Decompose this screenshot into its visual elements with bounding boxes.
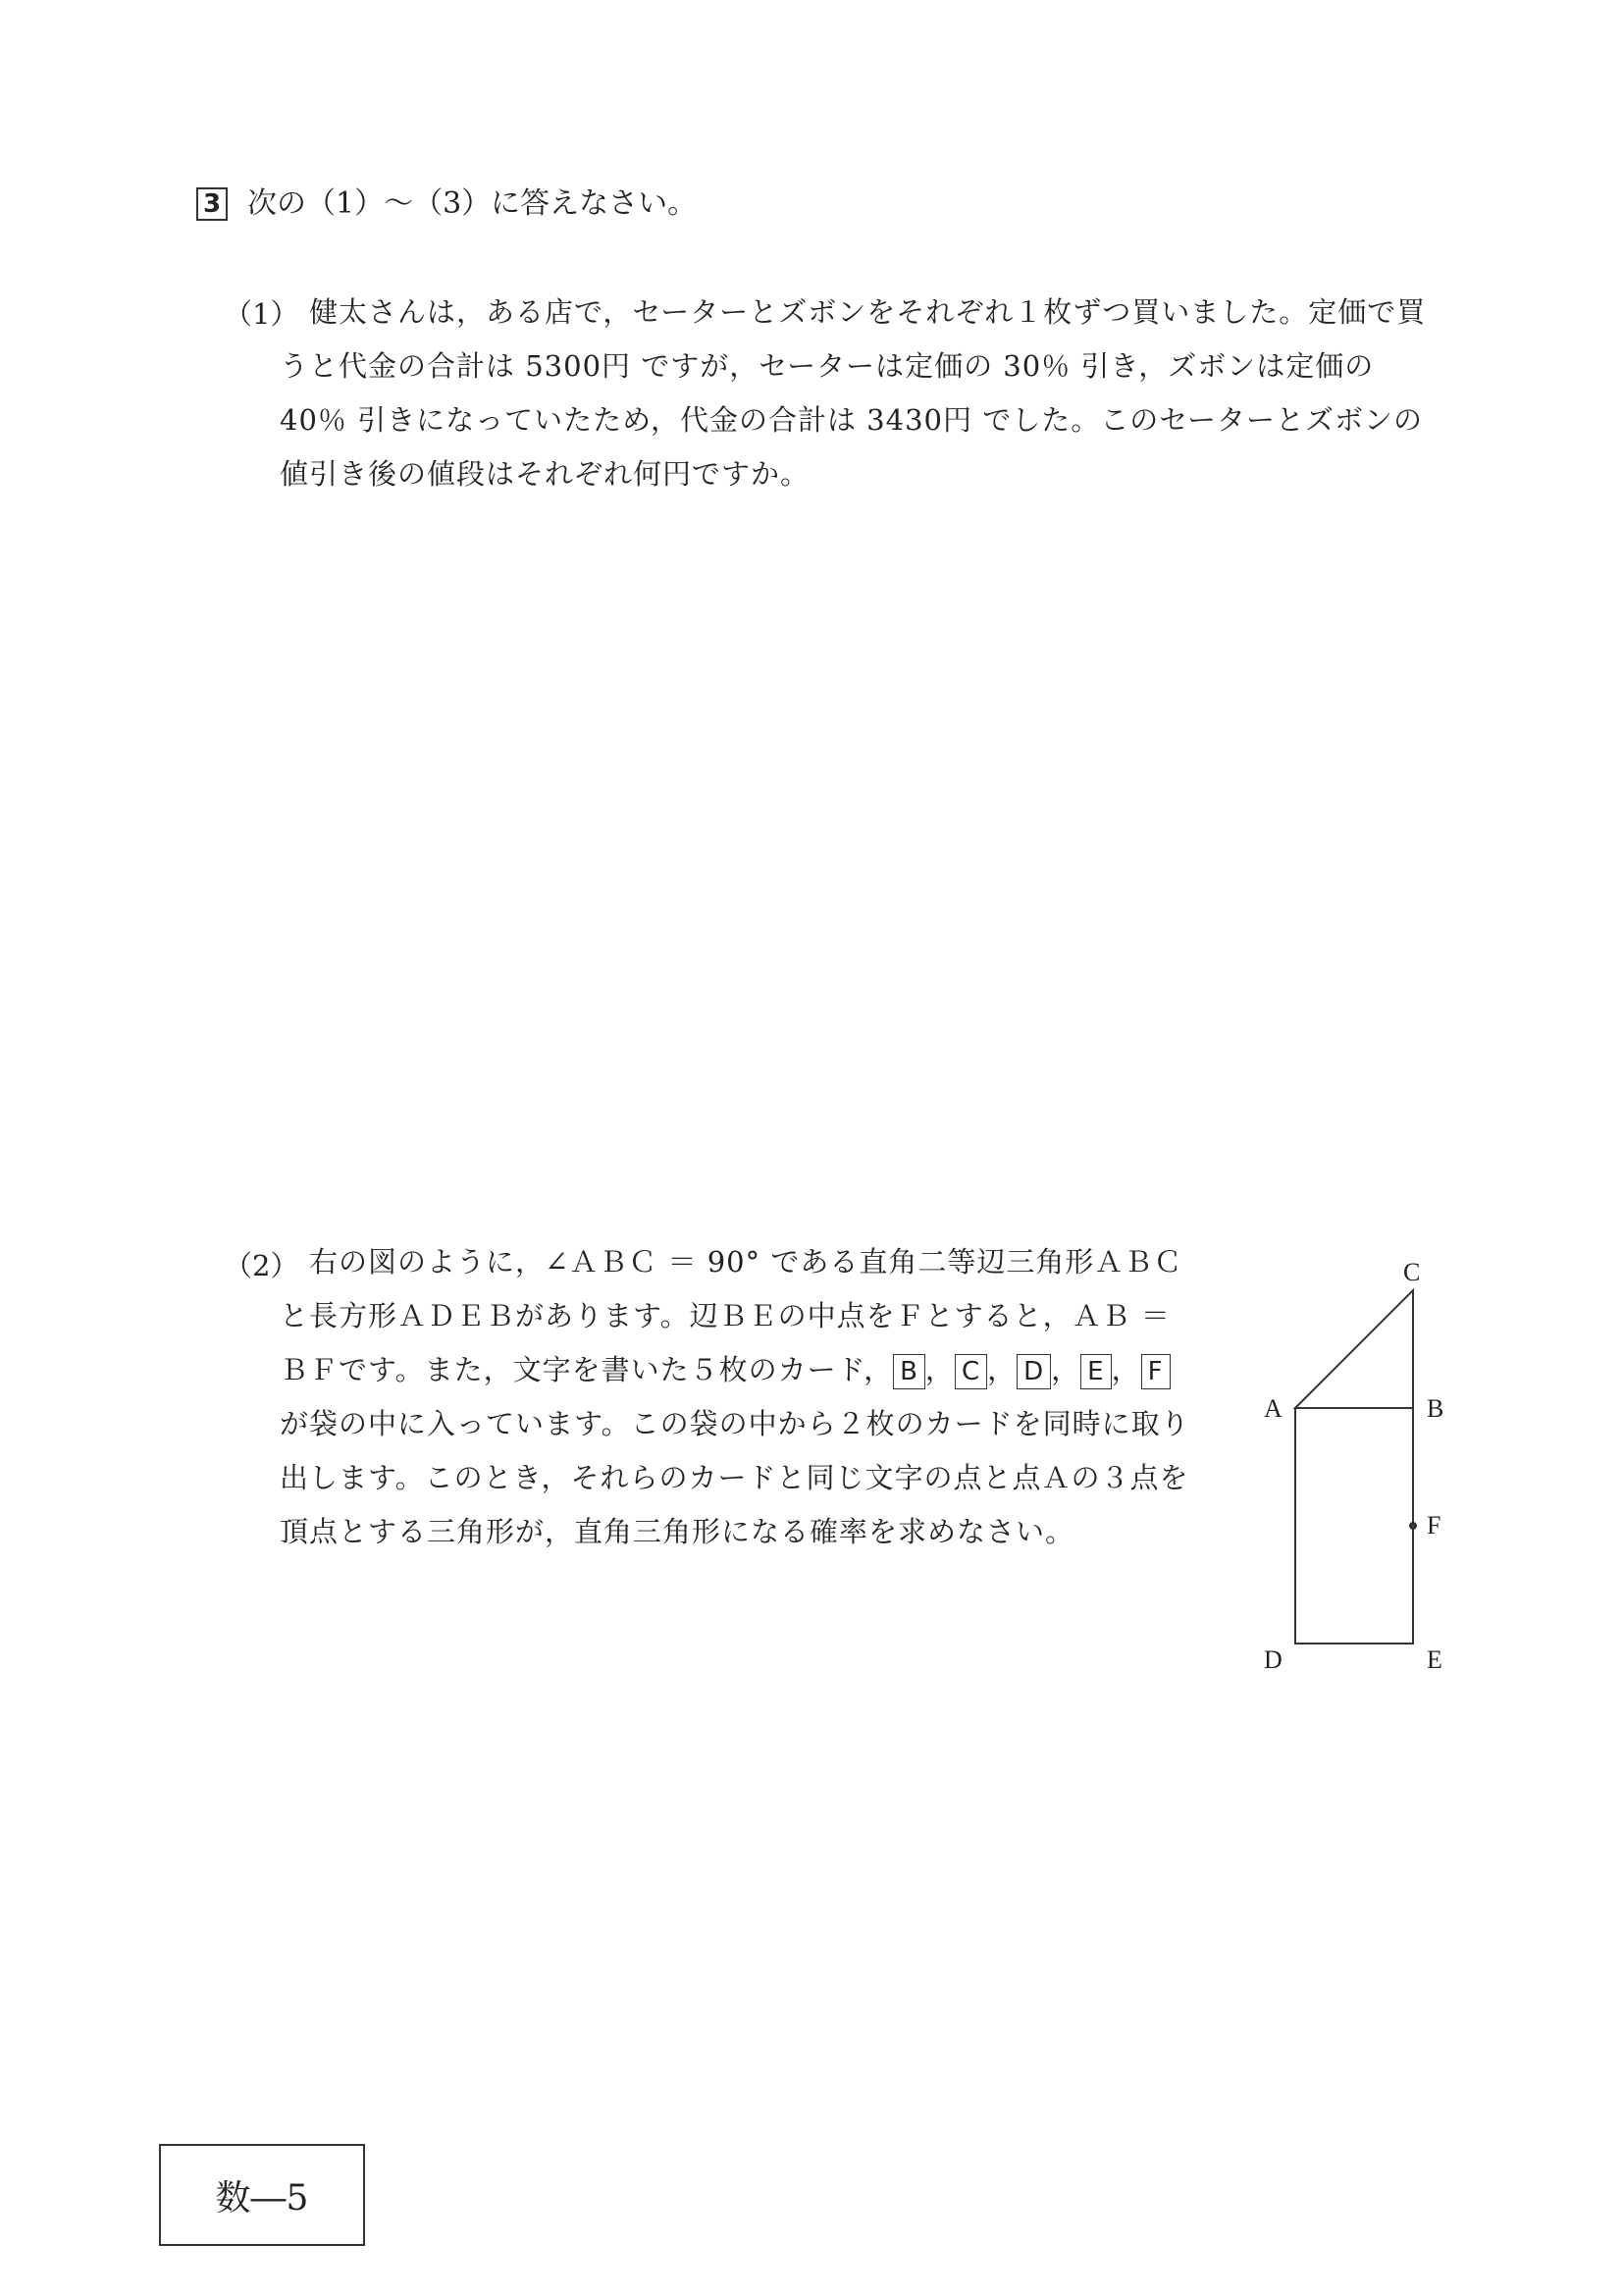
geometry-figure <box>1246 1241 1472 1683</box>
card-separator: ， <box>987 1353 1018 1386</box>
card-separator: ， <box>1111 1353 1141 1386</box>
section-number: 3 <box>196 187 228 221</box>
rectangle-adeb <box>1295 1408 1413 1644</box>
question-1-label: （1） <box>224 297 299 331</box>
label-c: C <box>1403 1258 1421 1286</box>
label-d: D <box>1264 1645 1283 1674</box>
page-number-box <box>159 2144 365 2246</box>
label-b: B <box>1427 1394 1444 1423</box>
section-header <box>196 184 697 224</box>
question-2-text <box>280 1235 1202 1559</box>
card-b: B <box>893 1354 925 1389</box>
card-separator: ， <box>1051 1353 1081 1386</box>
question-2-label: （2） <box>224 1249 299 1282</box>
label-f: F <box>1427 1511 1441 1539</box>
section-instruction: 次の（1）～（3）に答えなさい。 <box>247 186 698 221</box>
question-2-text-part2: が袋の中に入っています。この袋の中から２枚のカードを同時に取り出します。このとき，それらのカードと同じ文字の点と点Ａの３点を頂点とする三角形が，直角三角形になる確率を求めなさい。 <box>280 1407 1190 1548</box>
card-d: D <box>1017 1354 1051 1389</box>
midpoint-f-dot <box>1409 1522 1417 1530</box>
card-e: E <box>1080 1354 1111 1389</box>
question-2-text-part1: 右の図のように，∠ＡＢＣ ＝ 90° である直角二等辺三角形ＡＢＣと長方形ＡＤＥＢがあります。辺ＢＥの中点をＦとすると，ＡＢ ＝ ＢＦです。また，文字を書いた５枚のカード， <box>280 1245 1183 1386</box>
question-1-text: 健太さんは，ある店で，セーターとズボンをそれぞれ１枚ずつ買いました。定価で買うと代金の合計は 5300円 ですが，セーターは定価の 30％ 引き，ズボンは定価の 40％ 引きになっていたため，代金の合計は 3430円 でした。このセーターとズボンの値引き後の値段はそれぞれ何円ですか。 <box>280 295 1427 491</box>
triangle-abc <box>1295 1290 1413 1408</box>
label-a: A <box>1264 1394 1283 1423</box>
page-number: 数―5 <box>215 2177 309 2218</box>
card-c: C <box>955 1354 987 1389</box>
label-e: E <box>1427 1645 1442 1674</box>
card-separator: ， <box>924 1353 955 1386</box>
card-f: F <box>1141 1354 1171 1389</box>
